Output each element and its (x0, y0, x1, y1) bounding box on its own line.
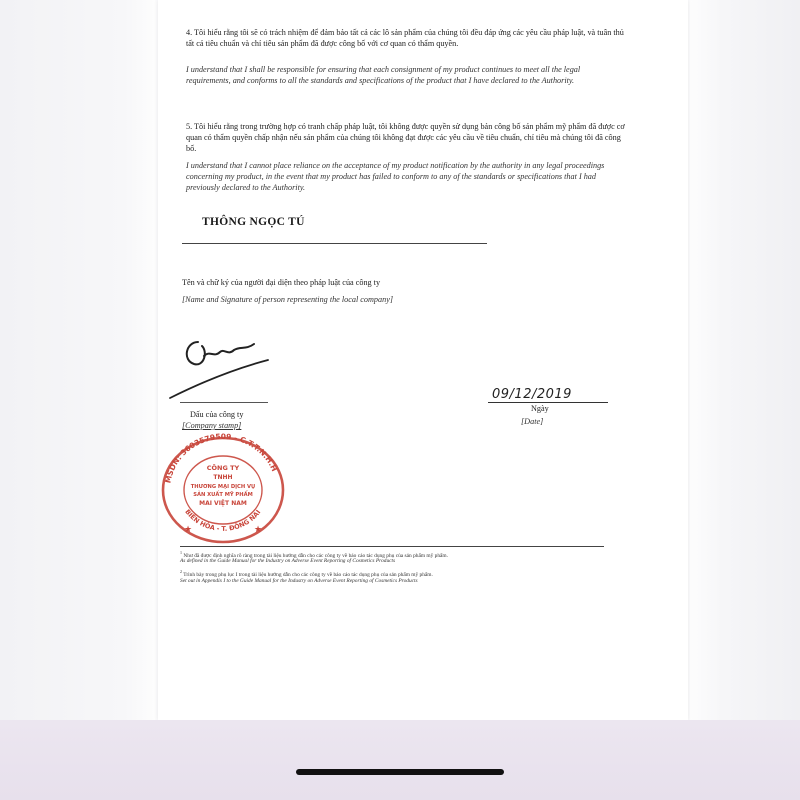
stamp-line (180, 402, 268, 403)
stamp-line-3: THƯƠNG MẠI DỊCH VỤ (190, 484, 256, 490)
footnote-1-en: As defined in the Guide Manual for the Industry on Adverse Event Reporting of Cosmetics Products (180, 558, 396, 564)
representative-label-vi: Tên và chữ ký của người đại diện theo pháp luật của công ty (182, 278, 381, 287)
footnote-divider (180, 546, 604, 547)
scan-margin-left (0, 0, 155, 720)
date-label-vi: Ngày (531, 404, 549, 413)
stamp-star-left-icon: ★ (184, 524, 193, 534)
footnote-1-vi: $^1$ Như đã được định nghĩa rõ ràng trong tài liệu hướng dẫn cho các công ty về báo cáo tác dụng phụ của sản phẩm mỹ phẩm. (180, 550, 448, 559)
stamp-label-en: [Company stamp] (182, 421, 242, 430)
date-label-en: [Date] (521, 417, 544, 426)
footnote-2-vi: $^2$ Trình bày trong phụ lục I trong tài liệu hướng dẫn cho các công ty về báo cáo tác dụng phụ của sản phẩm mỹ phẩm. (180, 569, 433, 578)
date-value: 09/12/2019 (492, 387, 572, 402)
stamp-line-1: CÔNG TY (206, 464, 240, 472)
date-underline (488, 402, 608, 403)
item-4-vietnamese: 4. Tôi hiểu rằng tôi sẽ có trách nhiệm để đảm bảo tất cả các lô sản phẩm của chúng tôi đều đáp ứng các yêu cầu pháp luật, và tuân thủ tất cả tiêu chuẩn và chỉ tiêu sản phẩm đã được công bố với cơ quan có thẩm quyền. (186, 28, 624, 48)
handwritten-signature (168, 320, 278, 400)
scan-margin-right (690, 0, 800, 720)
stamp-ring-bottom: BIÊN HÒA - T. ĐỒNG NAI (183, 507, 263, 533)
stamp-ring-top: MSDN: 3603579509 - C.T.T.N.H.H (163, 432, 280, 484)
bottom-bar (0, 720, 800, 800)
signer-name: THÔNG NGỌC TÚ (202, 216, 305, 228)
stamp-label-vi: Dấu của công ty (190, 410, 244, 419)
item-5-english: I understand that I cannot place reliance on the acceptance of my product notification by the authority in any legal proceedings concerning my product, in the event that my product has failed to conform to any of the standards or specifications that I had previously declared to the Authority. (186, 161, 605, 192)
stamp-line-4: SẢN XUẤT MỸ PHẨM (193, 492, 253, 498)
stamp-line-2: TNHH (213, 474, 233, 481)
home-indicator[interactable] (296, 769, 504, 775)
stamp-line-5: MAI VIỆT NAM (199, 500, 247, 507)
svg-text:BIÊN HÒA - T. ĐỒNG NAI (183, 508, 262, 533)
item-5-vietnamese: 5. Tôi hiểu rằng trong trường hợp có tranh chấp pháp luật, tôi không được quyền sử dụng bản công bố sản phẩm mỹ phẩm đã được cơ quan có thẩm quyền chấp nhận nếu sản phẩm của chúng tôi không đạt được các yêu cầu về tiêu chuẩn, chỉ tiêu mà chúng tôi đã công bố. (186, 122, 625, 153)
representative-label-en: [Name and Signature of person representing the local company] (182, 295, 394, 304)
item-4-english: I understand that I shall be responsible for ensuring that each consignment of my product continues to meet all the legal requirements, and conforms to all the standards and specifications of the product that I have declared to the Authority. (186, 65, 581, 85)
company-stamp (156, 432, 290, 544)
stamp-star-right-icon: ★ (254, 524, 263, 534)
footnote-2-en: Set out in Appendix I to the Guide Manual for the Industry on Adverse Event Reporting of Cosmetics Products (180, 578, 418, 584)
signature-line (182, 243, 487, 244)
